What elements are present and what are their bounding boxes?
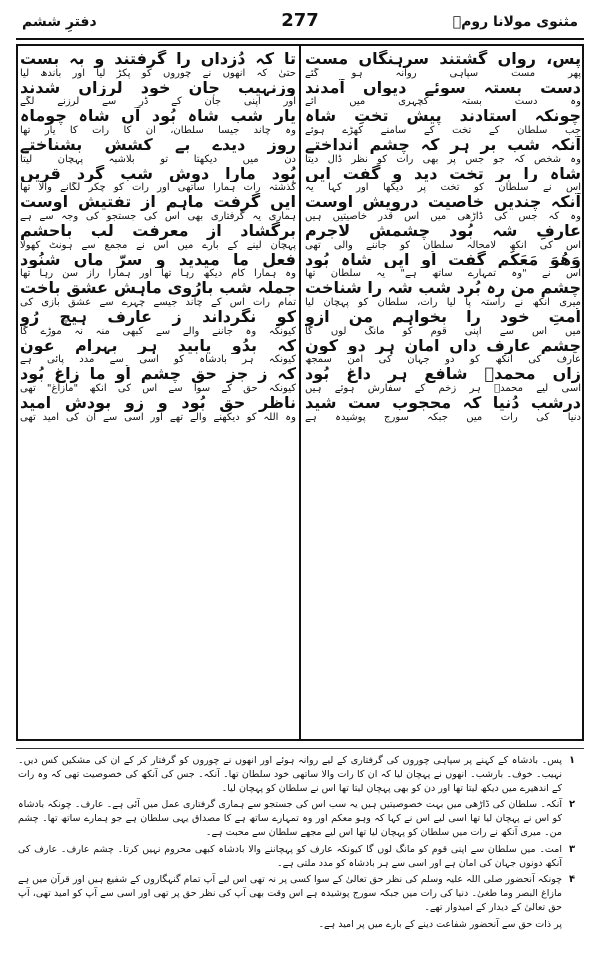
verse-line: کہ زِ جز حق چشم اُو ما زاغ بُود xyxy=(20,365,296,383)
verse-translation: وہ چاند جیسا سلطان، ان کا رات کا یار تھا xyxy=(20,125,296,136)
footnote xyxy=(18,873,582,914)
verse-line: عارفِ شہ بُود چشمش لاجرم xyxy=(305,221,581,240)
verse-translation: کیونکہ حق کے سوا سے اس کی آنکھ "مازاغ" تھی xyxy=(20,383,296,394)
couplet-row xyxy=(305,107,581,136)
verse-line: فعلِ ما میدید و سرّ ماں شنُود xyxy=(20,250,296,269)
couplet-row xyxy=(305,222,581,251)
verse-translation: اور اپنی جان کے ڈر سے لرزنے لگے xyxy=(20,96,296,108)
footnote-text: آنکہ۔ سلطان کی ڈاڑھی میں بہت خصوصیتیں ہیں یہ سب اس کی جستجو سے ہماری گرفتاری عمل میں آئی ہے۔ عارف۔ چونکہ بادشاہ کو اس نے پہچان لیا تھا اسی لیے اس نے کہا کہ وہو معکم اور وہ تمہارے ساتھ ہے کا مصداق یہی سلطان ہے جو ہمارے ساتھ تھا۔ چشم من۔ میری آنکھ نے رات میں سلطان کو پہچان لیا تھا اس لیے مجھے سلطان سے محبت ہے۔ xyxy=(18,799,562,838)
couplet-row xyxy=(305,79,581,108)
verse-translation: جب سلطان کے تخت کے سامنے کھڑے ہوئے xyxy=(305,125,581,136)
verse-translation: اس نے "وہ تمہارے ساتھ ہے" یہ سلطان تھا xyxy=(305,268,581,280)
couplet-row xyxy=(305,337,581,366)
couplet-row xyxy=(305,50,581,79)
verse-translation: کیونکہ وہ جاننے والے سے کبھی منہ نہ موڑے گا xyxy=(20,325,296,337)
verse-translation: عارف کی آنکھ کو دو جہان کی امن سمجھ xyxy=(305,354,581,366)
couplet-row xyxy=(20,193,296,222)
verse-translation: حتیٰ کہ انھوں نے چوروں کو پکڑ لیا اور باندھ لیا xyxy=(20,67,296,79)
verse-translation: اس نے سلطان کو تخت پر دیکھا اور کہا یہ xyxy=(305,182,581,194)
footnote-marker: ۱ xyxy=(568,755,576,766)
verse-translation: پہچان لینے کے بارے میں اس نے مجمع سے ہونٹ کھولا xyxy=(20,239,296,251)
verse-line: پس، رواں گشتند سرہنگاں مست xyxy=(305,50,581,68)
couplet-row xyxy=(305,308,581,337)
page-number: 277 xyxy=(281,10,319,31)
book-title: مثنوی مولانا رومؒ xyxy=(452,14,578,30)
verse-line: ایں گرفت ماہم از تفتیشِ اوست xyxy=(20,193,296,212)
header-rule xyxy=(16,38,584,40)
verse-translation: پھر مست سپاہی روانہ ہو گئے xyxy=(305,67,581,79)
couplet-row xyxy=(305,279,581,308)
couplet-row xyxy=(20,394,296,423)
couplet-row xyxy=(305,251,581,280)
verse-translation: میں اس سے اپنی قوم کو مانگ لوں گا xyxy=(305,325,581,337)
couplet-row xyxy=(305,394,581,423)
couplet-row xyxy=(20,337,296,366)
footnote-text: پس۔ بادشاہ کے کہنے پر سپاہی چوروں کی گرفتاری کے لیے روانہ ہوئے اور انھوں نے چوروں کو گرفتار کر کے ان کی مشکیں کس دیں۔ نہیب۔ خوف۔ بارشب۔ انھوں نے پہچان لیا کہ ان کا رات والا ساتھی خود سلطان تھا۔ آنکہ۔ جس کی آنکھ کی خصوصیت تھی کہ وہ رات کے اندھیرے میں دیکھ لیتا تھا اور دن کو بھی پہچان لیتا تھا اس نے سلطان کو پہچان لیا۔ xyxy=(18,755,562,794)
verse-translation: میری آنکھ نے راستہ پا لیا رات، سلطان کو پہچان لیا xyxy=(305,297,581,308)
verse-translation: وہ کہ جس کی ڈاڑھی میں اس قدر خاصیتیں ہیں xyxy=(305,211,581,222)
verse-translation: دنیا کی رات میں جبکہ سورج پوشیدہ ہے xyxy=(305,411,581,423)
verse-line: چشم من رہ بُرد شب شہ را شناخت xyxy=(305,279,581,298)
right-column xyxy=(305,50,581,738)
couplet-row xyxy=(20,79,296,108)
verse-translation: وہ شخص کہ جو جس پر بھی رات کو نظر ڈال دیتا xyxy=(305,153,581,165)
couplet-row xyxy=(20,50,296,79)
footnote-text: پر ذات حق سے آنحضور شفاعت دینے کے بارے میں پر امید ہے۔ xyxy=(318,918,562,930)
verse-translation: اسی لیے محمدؐ ہر زخم کے سفارش ہوئے ہیں xyxy=(305,383,581,394)
footnote xyxy=(18,918,582,932)
footnote-marker: ۲ xyxy=(568,799,576,811)
footnotes xyxy=(18,754,582,935)
verse-translation: گذشتہ رات ہمارا ساتھی اور رات کو چکر لگانے والا تھا xyxy=(20,182,296,194)
footnote xyxy=(18,754,582,795)
verse-line: ناظرِ حق بُود و زو بودش امید xyxy=(20,393,296,412)
verse-line: اُمتِ خود را بخواہم من ازو xyxy=(305,307,581,326)
column-divider xyxy=(299,44,301,741)
volume-title: دفترِ ششم xyxy=(22,14,97,30)
couplet-row xyxy=(20,107,296,136)
footnote-text: چونکہ آنحضور صلی اللہ علیہ وسلم کی نظر حق تعالیٰ کے سوا کسی پر نہ تھی اس لیے آپ تمام گنہگاروں کے شفیع ہیں اور قرآن میں ہے مازاغ البصر وما طغیٰ۔ دنیا کی رات میں جبکہ سورج پوشیدہ ہے اس وقت بھی آپ کی نظر حق پر تھی اور اسی سے آپ کو امید تھی، آپ حق تعالیٰ کے دیدار کے امیدوار تھے۔ xyxy=(18,874,562,913)
verse-line: درشب دُنیا کہ محجوب ست شید xyxy=(305,393,581,412)
couplet-row xyxy=(20,251,296,280)
verse-line: وَھُوَ مَعَکُم گفت اُو ایں شاہ بُود xyxy=(305,250,581,269)
couplet-row xyxy=(20,365,296,394)
couplet-row xyxy=(20,222,296,251)
couplet-row xyxy=(305,365,581,394)
footnote xyxy=(18,798,582,839)
verse-translation: ہماری یہ گرفتاری بھی اس کی جستجو کی وجہ سے ہے xyxy=(20,211,296,222)
verse-line: یارِ شب شاہ بُود آں شاہ چوماہ xyxy=(20,107,296,126)
verse-line: دست بستہ سوئے دیواں آمدند xyxy=(305,78,581,97)
verse-line: کو نگرداند ز عارف ہیچ رُو xyxy=(20,307,296,326)
verse-line: بُود مارا دوش شب گرد قریں xyxy=(20,164,296,183)
verse-line: آنکہ شب بر ہر کہ چشم انداختے xyxy=(305,135,581,154)
couplet-row xyxy=(20,279,296,308)
verse-line: روز دیدے بے کشش بشناختے xyxy=(20,135,296,154)
verse-translation: دن میں دیکھتا تو بلاشبہ پہچان لیتا xyxy=(20,153,296,165)
couplet-row xyxy=(20,165,296,194)
verse-translation: وہ ہمارا کام دیکھ رہا تھا اور ہمارا راز سن رہا تھا xyxy=(20,268,296,280)
verse-line: وزنہیبِ جانِ خود لرزاں شدند xyxy=(20,78,296,97)
verse-line: چشمِ عارف داں امانِ ہر دو کون xyxy=(305,336,581,355)
verse-translation: کیونکہ ہر بادشاہ کو اسی سے مدد پائی ہے xyxy=(20,354,296,366)
couplet-row xyxy=(305,165,581,194)
footnote-rule xyxy=(16,748,584,749)
verse-line: آنکہ چندیں خاصیت درویش اوست xyxy=(305,193,581,212)
verse-line: جملہ شب بارُوی ماہش عشق باخت xyxy=(20,279,296,298)
left-column xyxy=(20,50,296,738)
footnote xyxy=(18,843,582,871)
footnote-marker: ۳ xyxy=(568,843,576,855)
verse-translation: تمام رات اس کے چاند جیسے چہرے سے عشق بازی کی xyxy=(20,297,296,308)
couplet-row xyxy=(305,136,581,165)
couplet-row xyxy=(305,193,581,222)
verse-translation: اس کی آنکھ لامحالہ سلطان کو جاننے والی تھی xyxy=(305,239,581,251)
couplet-row xyxy=(20,136,296,165)
verse-line: چونکہ استادند پیشِ تختِ شاہ xyxy=(305,107,581,126)
verse-line: شاہ را بر تخت دید و گفت ایں xyxy=(305,164,581,183)
verse-translation: وہ اللہ کو دیکھنے والے تھے اور اسی سے ان کی امید تھی xyxy=(20,411,296,423)
verse-line: کہ بدُو یابید ہر بہرام عون xyxy=(20,336,296,355)
verse-line: برگشاد از معرفت لب باحشم xyxy=(20,221,296,240)
footnote-marker: ۴ xyxy=(568,874,576,886)
footnote-text: امت۔ میں سلطان سے اپنی قوم کو مانگ لوں گا کیونکہ عارف کو پہچاننے والا بادشاہ کبھی محروم نہیں کرتا۔ چشم عارف۔ عارف کی آنکھ دونوں جہان کی امان ہے اور اسی سے ہر بادشاہ کو مدد ملتی ہے۔ xyxy=(18,843,562,869)
couplet-row xyxy=(20,308,296,337)
page-header xyxy=(0,8,600,38)
verse-line: زاں محمدؐ شافعِ ہر داغ بُود xyxy=(305,365,581,383)
verse-translation: وہ دست بستہ کچہری میں آئے xyxy=(305,96,581,108)
verse-line: تا کہ دُزداں را گرفتند و بہ بست xyxy=(20,50,296,68)
